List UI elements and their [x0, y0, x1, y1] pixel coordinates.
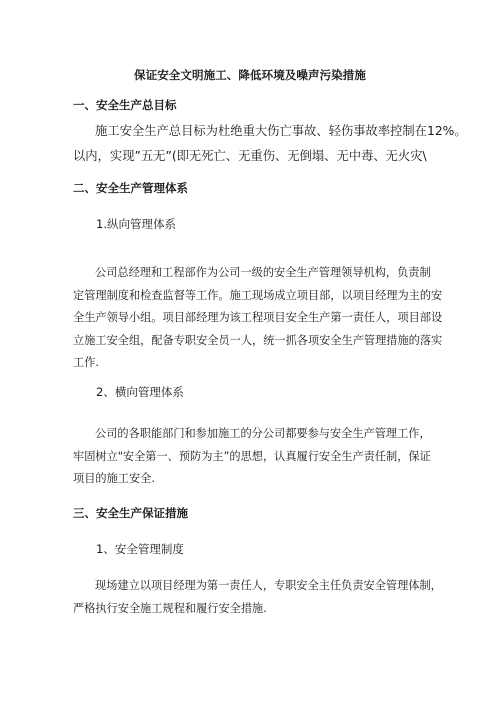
paragraph-line: 公司的各职能部门和参加施工的分公司都要参与安全生产管理工作，: [95, 427, 431, 440]
paragraph-line: 项目的施工安全.: [73, 472, 155, 486]
subsection-2-1-paragraph: [73, 262, 443, 375]
subsection-heading-3-1: 1、安全管理制度: [96, 542, 184, 556]
paragraph-line: 牢固树立"安全第一、预防为主”的思想，认真履行安全生产责任制，保证: [73, 449, 431, 463]
paragraph-line: 立施工安全组，配备专职安全员一人，统一抓各项安全生产管理措施的落实: [73, 333, 443, 347]
paragraph-line: 全生产领导小组。项目部经理为该工程项目安全生产第一责任人，项目部设: [73, 311, 443, 325]
section-1-paragraph: [73, 119, 467, 168]
paragraph-line: 严格执行安全施工规程和履行安全措施.: [73, 601, 267, 615]
paragraph-line: 定管理制度和检查监督等工作。施工现场成立项目部，以项目经理为主的安: [73, 288, 443, 302]
subsection-2-2-paragraph: [73, 423, 429, 491]
section-heading-3: 三、安全生产保证措施: [73, 506, 188, 520]
paragraph-line: 现场建立以项目经理为第一责任人，专职安全主任负责安全管理体制，: [95, 579, 442, 592]
section-heading-1: 一、安全生产总目标: [73, 98, 177, 112]
section-heading-2: 二、安全生产管理体系: [73, 181, 188, 195]
paragraph-line: 公司总经理和工程部作为公司一级的安全生产管理领导机构，负责制: [95, 266, 431, 279]
paragraph-line: 施工安全生产总目标为杜绝重大伤亡事故、轻伤事故率控制在12%。: [95, 124, 467, 138]
subsection-3-1-paragraph: [73, 575, 442, 620]
subsection-heading-2-2: 2、横向管理体系: [96, 385, 184, 399]
paragraph-line: 工作.: [73, 356, 99, 370]
paragraph-line: 以内，实现”五无”(即无死亡、无重伤、无倒塌、无中毒、无火灾\: [73, 148, 427, 163]
document-title: 保证安全文明施工、降低环境及噪声污染措施: [134, 68, 366, 82]
subsection-heading-2-1: 1.纵向管理体系: [96, 217, 176, 231]
